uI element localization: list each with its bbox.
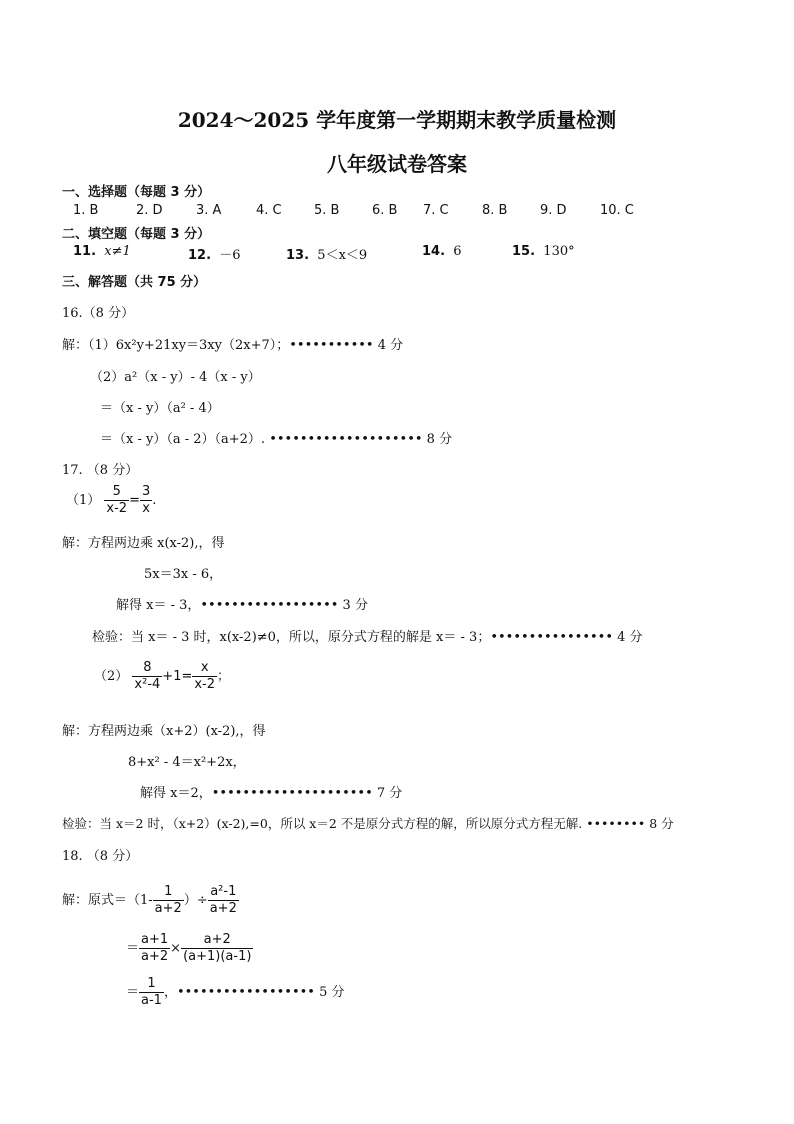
mc-answer-5: 5. B (314, 203, 340, 218)
q18-line-2: ＝ $\frac{a+1}{a+2}$ × $\frac{a+2}{(a+1)(a-1)}$ (126, 932, 252, 964)
mc-answer-2: 2. D (136, 203, 163, 218)
mc-answer-7: 7. C (423, 203, 449, 218)
fraction: $\frac{5}{x-2}$ (106, 484, 128, 516)
q17-solve-2: 5x＝3x - 6， (144, 567, 223, 582)
q18-line-1: 解：原式＝（1- $\frac{1}{a+2}$ ）÷ $\frac{\text{a²-1}}{a+2}$ (62, 884, 237, 916)
section-fill-blank: 二、填空题（每题 3 分） (62, 227, 211, 242)
fill-answer-11: 11. x≠1 (73, 244, 131, 259)
q17-solve-5: 8+x² - 4＝x²+2x， (128, 755, 246, 770)
mc-answer-9: 9. D (540, 203, 567, 218)
q18-heading: 18. （8 分） (62, 849, 139, 864)
q16-line-3: ＝（x - y）（a² - 4） (100, 401, 220, 416)
q16-line-4: ＝（x - y）（a - 2）（a+2）. •••••••••••••••••••• 8 分 (100, 432, 453, 447)
fraction: $\frac{1}{a-1}$ (141, 976, 162, 1008)
q16-line-1: 解：（1）6x²y+21xy＝3xy（2x+7）；••••••••••• 4 分 (62, 338, 404, 353)
mc-answer-8: 8. B (482, 203, 508, 218)
q17-part2-equation: （2） $\frac{8}{\text{x²-4}}$ +1= $\frac{x}{x-2}$ ； (94, 660, 231, 692)
fraction: $\frac{1}{a+2}$ (154, 884, 182, 916)
section-multiple-choice: 一、选择题（每题 3 分） (62, 185, 211, 200)
q17-solve-4: 解：方程两边乘（x+2）(x-2),，得 (62, 724, 266, 739)
q17-solve-3: 解得 x＝ - 3，•••••••••••••••••• 3 分 (116, 598, 368, 613)
fraction: $\frac{\text{a²-1}}{a+2}$ (209, 884, 237, 916)
mc-answer-6: 6. B (372, 203, 398, 218)
q18-line-3: ＝ $\frac{1}{a-1}$ ，•••••••••••••••••• 5 分 (126, 976, 345, 1008)
q17-solve-6: 解得 x＝2，••••••••••••••••••••• 7 分 (140, 786, 403, 801)
q17-check-2: 检验：当 x＝2 时，（x+2）(x-2),=0，所以 x＝2 不是原分式方程的解，所以原分式方程无解. •••••••• 8 分 (62, 816, 674, 831)
q17-part1-equation: （1） $\frac{5}{x-2}$ = $\frac{3}{x}$ . (66, 484, 157, 516)
fraction: $\frac{x}{x-2}$ (194, 660, 216, 692)
section-solutions: 三、解答题（共 75 分） (62, 275, 207, 290)
fraction: $\frac{8}{\text{x²-4}}$ (134, 660, 161, 692)
document-subtitle: 八年级试卷答案 (327, 152, 467, 176)
document-title: 2024～2025 学年度第一学期期末教学质量检测 (177, 108, 617, 132)
mc-answer-10: 10. C (600, 203, 634, 218)
q17-check-1: 检验：当 x＝ - 3 时，x(x-2)≠0，所以，原分式方程的解是 x＝ - 3；•••••••••••••••• 4 分 (92, 630, 643, 645)
mc-answer-4: 4. C (256, 203, 282, 218)
mc-answer-1: 1. B (73, 203, 99, 218)
fraction: $\frac{3}{x}$ (141, 484, 151, 516)
q17-solve-1: 解：方程两边乘 x(x-2),，得 (62, 536, 225, 551)
q16-line-2: （2）a²（x - y）- 4（x - y） (90, 370, 261, 385)
fill-answer-15: 15. 130° (512, 244, 575, 259)
q16-heading: 16.（8 分） (62, 306, 135, 321)
fraction: $\frac{a+2}{(a+1)(a-1)}$ (183, 932, 252, 964)
mc-answer-3: 3. A (196, 203, 222, 218)
q17-heading: 17. （8 分） (62, 463, 139, 478)
fill-answer-13: 13. 5＜x＜9 (286, 248, 368, 263)
fill-answer-14: 14. 6 (422, 244, 462, 259)
fraction: $\frac{a+1}{a+2}$ (141, 932, 169, 964)
fill-answer-12: 12. －6 (188, 248, 241, 263)
